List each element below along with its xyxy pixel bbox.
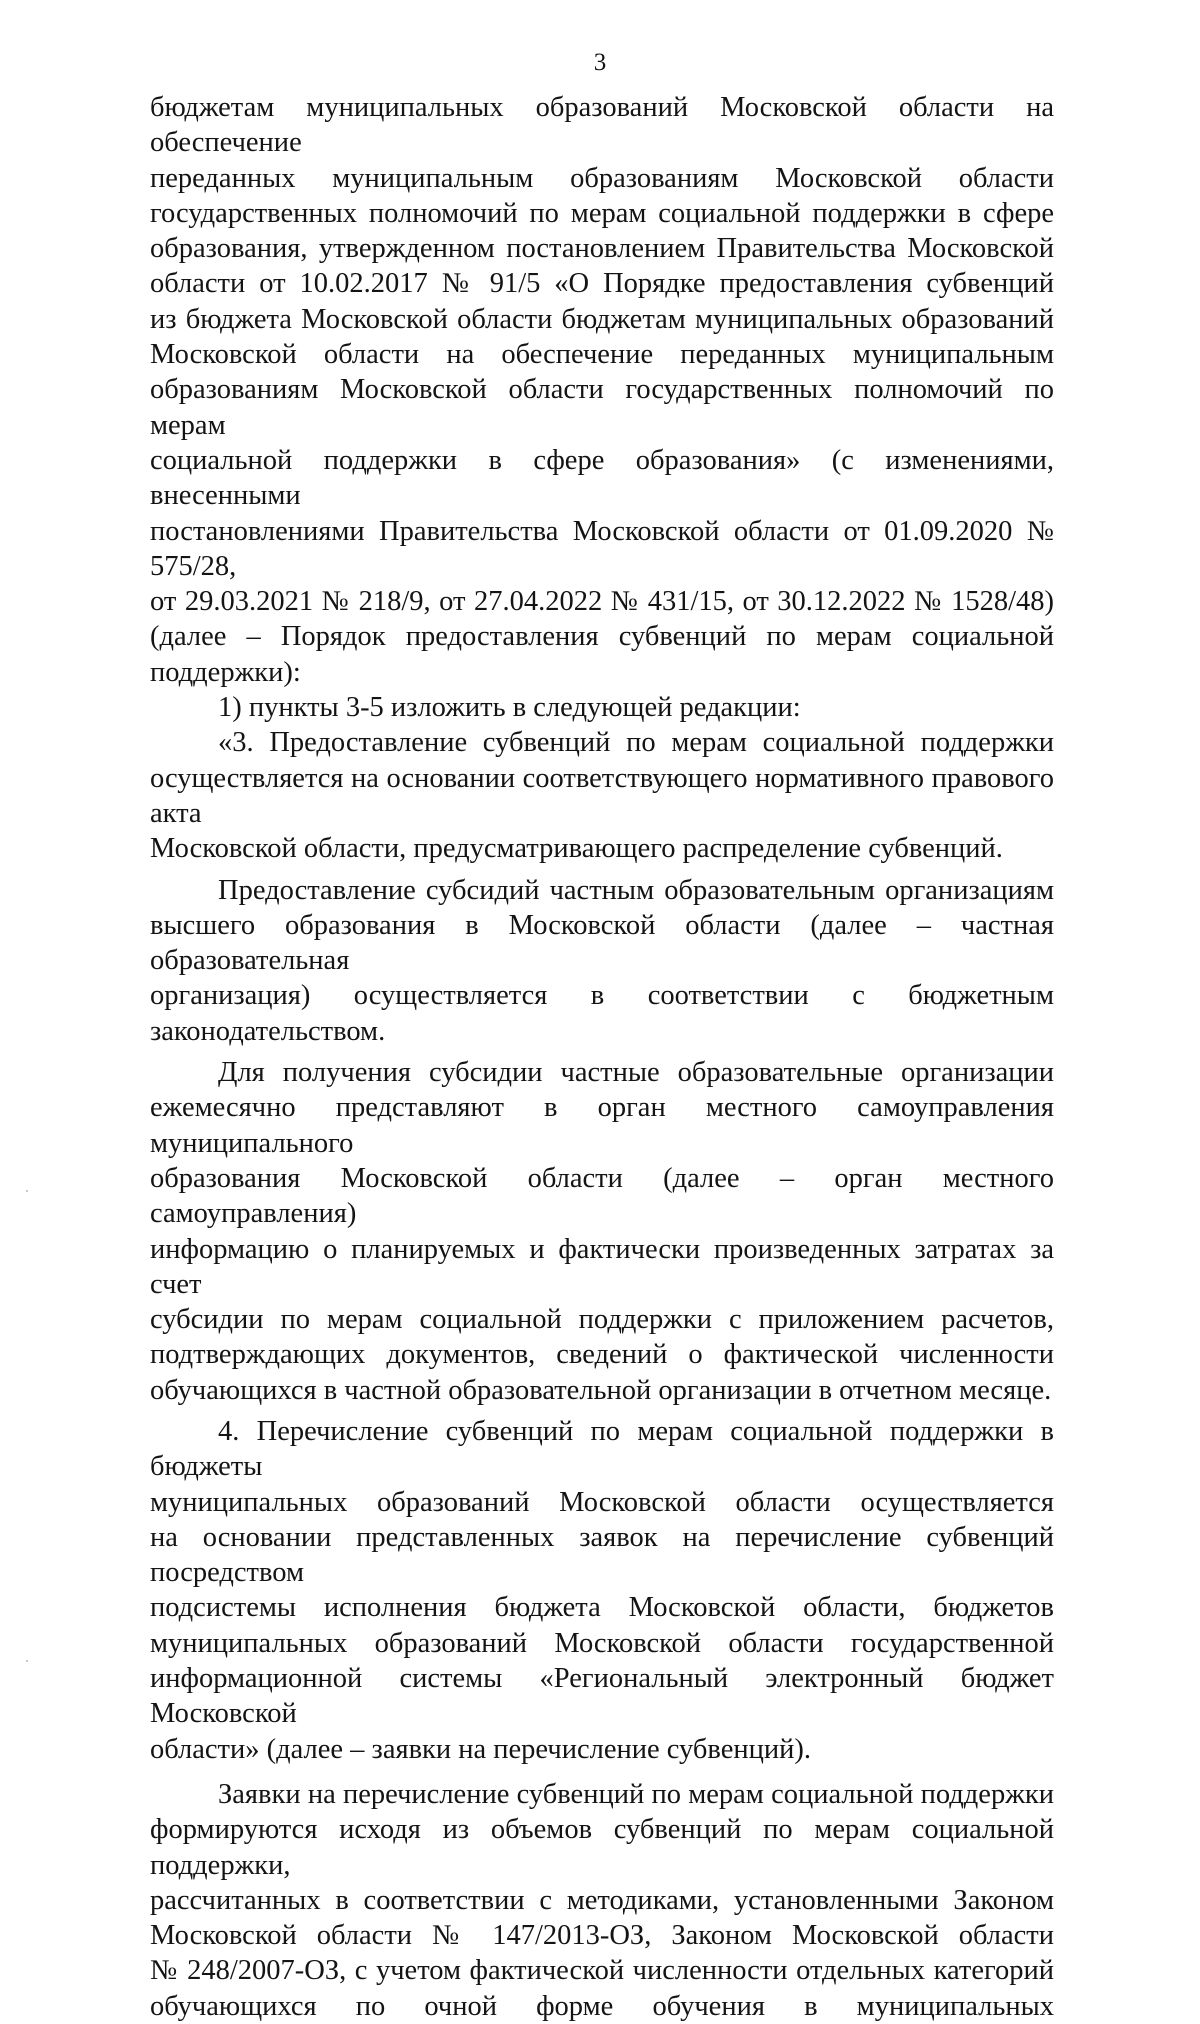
- text-line: организация) осуществляется в соответствии с бюджетным законодательством.: [150, 980, 1054, 1047]
- text-line: на основании представленных заявок на перечисление субвенций посредством: [150, 1521, 1054, 1589]
- text-line: осуществляется на основании соответствующего нормативного правового акта: [150, 762, 1054, 829]
- paragraph-5: [150, 1055, 1054, 1408]
- scan-speck: [26, 1660, 28, 1662]
- text-line: из бюджета Московской области бюджетам муниципальных образований: [150, 303, 1054, 335]
- text-line: № 248/2007-ОЗ, с учетом фактической численности отдельных категорий: [150, 1955, 1054, 1987]
- text-line: муниципальных образований Московской области государственной: [150, 1627, 1054, 1659]
- text-line: бюджетам муниципальных образований Московской области на обеспечение: [150, 92, 1054, 159]
- page-number: 3: [593, 49, 607, 76]
- text-line: Московской области, предусматривающего распределение субвенций.: [150, 833, 1003, 865]
- text-line: области» (далее – заявки на перечисление субвенций).: [150, 1733, 811, 1765]
- text-line: «3. Предоставление субвенций по мерам социальной поддержки: [218, 727, 1054, 759]
- text-line: образования Московской области (далее – орган местного самоуправления): [150, 1162, 1054, 1230]
- document-body: [150, 90, 1054, 2024]
- text-line: Для получения субсидии частные образовательные организации: [218, 1057, 1054, 1089]
- text-line: от 29.03.2021 № 218/9, от 27.04.2022 № 431/15, от 30.12.2022 № 1528/48): [150, 586, 1054, 618]
- text-line: формируются исходя из объемов субвенций по мерам социальной поддержки,: [150, 1814, 1054, 1881]
- paragraph-7: [150, 1777, 1054, 2024]
- text-line: обучающихся в частной образовательной организации в отчетном месяце.: [150, 1374, 1052, 1406]
- text-line: социальной поддержки в сфере образования» (с изменениями, внесенными: [150, 444, 1054, 512]
- text-line: образованиям Московской области государственных полномочий по мерам: [150, 374, 1054, 441]
- text-line: Заявки на перечисление субвенций по мерам социальной поддержки: [218, 1778, 1054, 1810]
- text-line: Московской области на обеспечение переданных муниципальным: [150, 339, 1054, 371]
- text-line: постановлениями Правительства Московской области от 01.09.2020 № 575/28,: [150, 515, 1054, 582]
- text-line: переданных муниципальным образованиям Московской области: [150, 162, 1054, 194]
- text-line: обучающихся по очной форме обучения в муниципальных: [150, 1990, 1054, 2022]
- text-line: образования, утвержденном постановлением Правительства Московской: [150, 233, 1054, 265]
- paragraph-4: [150, 873, 1054, 1049]
- paragraph-6: [150, 1414, 1054, 1767]
- text-line: субсидии по мерам социальной поддержки с приложением расчетов,: [150, 1304, 1054, 1336]
- text-line: 4. Перечисление субвенций по мерам социальной поддержки в бюджеты: [150, 1415, 1054, 1483]
- text-line: области от 10.02.2017 № 91/5 «О Порядке предоставления субвенций: [150, 268, 1054, 300]
- text-line: муниципальных образований Московской области осуществляется: [150, 1486, 1054, 1518]
- text-line: информацию о планируемых и фактически произведенных затратах за счет: [150, 1233, 1054, 1300]
- text-line: Московской области № 147/2013-ОЗ, Законом Московской области: [150, 1920, 1054, 1952]
- text-line: информационной системы «Региональный электронный бюджет Московской: [150, 1663, 1054, 1730]
- text-line: высшего образования в Московской области (далее – частная образовательная: [150, 909, 1054, 977]
- text-line: (далее – Порядок предоставления субвенций по мерам социальной поддержки):: [150, 621, 1054, 688]
- text-line: ежемесячно представляют в орган местного самоуправления муниципального: [150, 1092, 1054, 1159]
- text-line: государственных полномочий по мерам социальной поддержки в сфере: [150, 197, 1054, 229]
- text-line: подсистемы исполнения бюджета Московской области, бюджетов: [150, 1592, 1054, 1624]
- scan-speck: [26, 1190, 28, 1192]
- text-line: Предоставление субсидий частным образовательным организациям: [218, 874, 1054, 906]
- text-line: 1) пункты 3-5 изложить в следующей редакции:: [218, 692, 801, 724]
- paragraph-3: [150, 725, 1054, 866]
- paragraph-2: [150, 690, 1054, 725]
- text-line: рассчитанных в соответствии с методиками, установленными Законом: [150, 1884, 1054, 1916]
- paragraph-1: [150, 90, 1054, 690]
- text-line: подтверждающих документов, сведений о фактической численности: [150, 1339, 1054, 1371]
